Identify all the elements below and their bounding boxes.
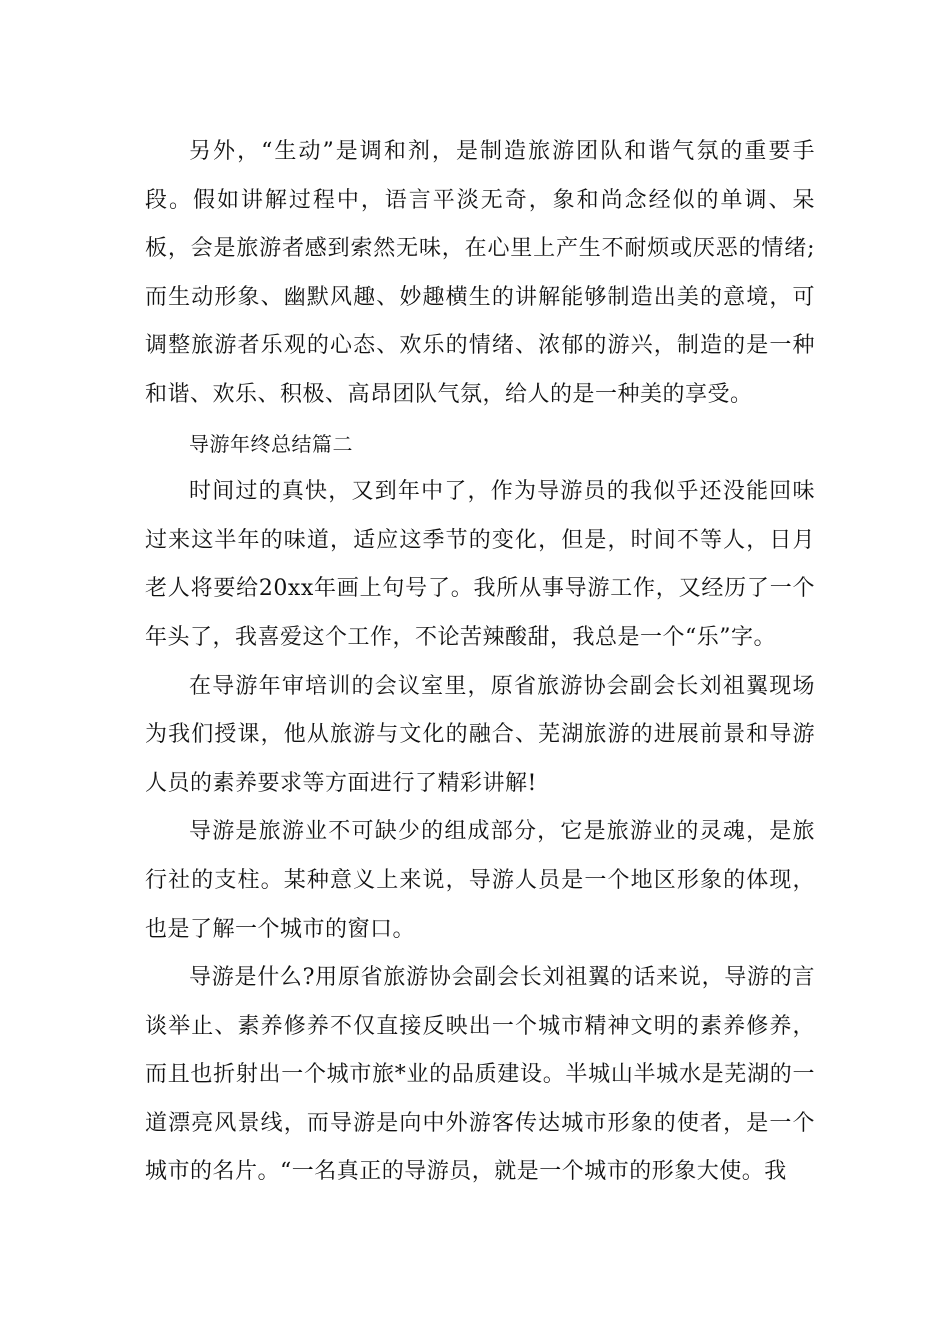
paragraph-lively-explanation: 另外，“生动”是调和剂，是制造旅游团队和谐气氛的重要手段。假如讲解过程中，语言平淡无奇，象和尚念经似的单调、呆板，会是旅游者感到索然无味，在心里上产生不耐烦或厌恶的情绪;而生动形象、幽默风趣、妙趣横生的讲解能够制造出美的意境，可调整旅游者乐观的心态、欢乐的情绪、浓郁的游兴，制造的是一种和谐、欢乐、积极、高昂团队气氛，给人的是一种美的享受。 — [145, 139, 815, 407]
paragraph-what-is-guide: 导游是什么?用原省旅游协会副会长刘祖翼的话来说，导游的言谈举止、素养修养不仅直接反映出一个城市精神文明的素养修养，而且也折射出一个城市旅*业的品质建设。半城山半城水是芜湖的一道漂亮风景线，而导游是向中外游客传达城市形象的使者，是一个城市的名片。“一名真正的导游员，就是一个城市的形象大使。我 — [145, 965, 815, 1185]
paragraph-training-session: 在导游年审培训的会议室里，原省旅游协会副会长刘祖翼现场为我们授课，他从旅游与文化的融合、芜湖旅游的进展前景和导游人员的素养要求等方面进行了精彩讲解! — [145, 673, 815, 796]
document-body — [145, 128, 815, 1197]
section-heading-part-two: 导游年终总结篇二 — [189, 431, 353, 456]
paragraph-guide-importance: 导游是旅游业不可缺少的组成部分，它是旅游业的灵魂，是旅行社的支柱。某种意义上来说，导游人员是一个地区形象的体现，也是了解一个城市的窗口。 — [145, 819, 815, 942]
paragraph-time-flies: 时间过的真快，又到年中了，作为导游员的我似乎还没能回味过来这半年的味道，适应这季节的变化，但是，时间不等人，日月老人将要给20xx年画上句号了。我所从事导游工作，又经历了一个年头了，我喜爱这个工作，不论苦辣酸甜，我总是一个“乐”字。 — [145, 479, 815, 650]
